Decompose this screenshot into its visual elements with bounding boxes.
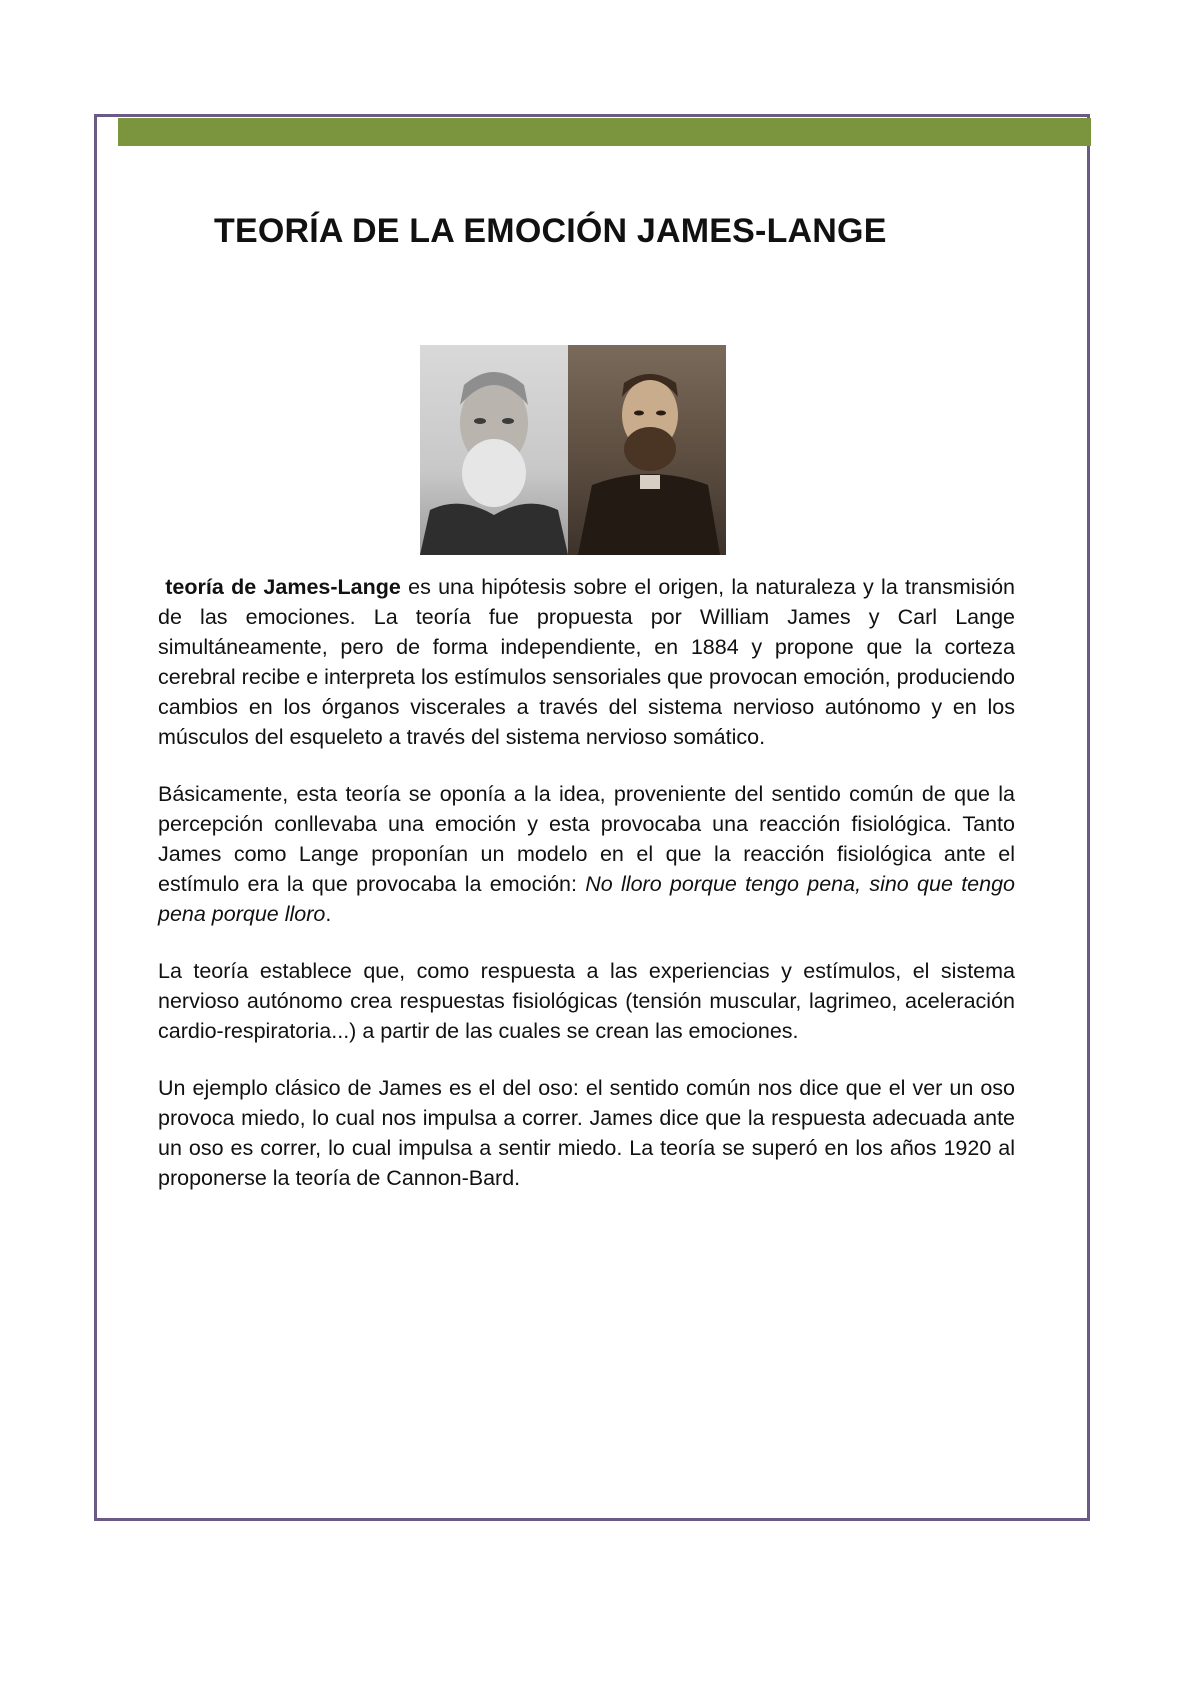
paragraph-3: La teoría establece que, como respuesta a las experiencias y estímulos, el sistema nervioso autónomo crea respuestas fisiológicas (tensión muscular, lagrimeo, aceleración cardio-respiratoria...) a partir de las cuales se crean las emociones. — [158, 959, 1015, 1043]
bold-lead: teoría de James-Lange — [165, 575, 401, 599]
document-title: TEORÍA DE LA EMOCIÓN JAMES-LANGE — [214, 212, 887, 250]
portrait-william-james — [420, 345, 568, 555]
header-bar — [118, 118, 1091, 146]
paragraph-4: Un ejemplo clásico de James es el del oso: el sentido común nos dice que el ver un oso provoca miedo, lo cual nos impulsa a correr. James dice que la respuesta adecuada ante un oso es correr, lo cual impulsa a sentir miedo. La teoría se superó en los años 1920 al proponerse la teoría de Cannon-Bard. — [158, 1076, 1015, 1190]
paragraph-2-end: . — [325, 902, 332, 926]
paragraph-2-text: Básicamente, esta teoría se oponía a la idea, proveniente del sentido común de que la percepción conllevaba una emoción y esta provocaba una reacción fisiológica. Tanto James como Lange proponían un modelo en el que la reacción fisiológica ante el estímulo era la que provocaba la emoción: — [158, 782, 1015, 896]
paragraph-1-text: es una hipótesis sobre el origen, la naturaleza y la transmisión de las emociones. La teoría fue propuesta por William James y Carl Lange simultáneamente, pero de forma independiente, en 1884 y propone que la corteza cerebral recibe e interpreta los estímulos sensoriales que provocan emoción, produciendo cambios en los órganos viscerales a través del sistema nervioso autónomo y en los músculos del esqueleto a través del sistema nervioso somático. — [158, 575, 1015, 749]
paragraph-2 — [158, 779, 1015, 929]
italic-quote: No lloro porque tengo pena, sino que tengo pena porque lloro — [158, 872, 1015, 926]
body-text — [158, 572, 1015, 1220]
portrait-image — [420, 345, 726, 555]
portrait-carl-lange — [568, 345, 726, 555]
paragraph-1 — [158, 572, 1015, 752]
